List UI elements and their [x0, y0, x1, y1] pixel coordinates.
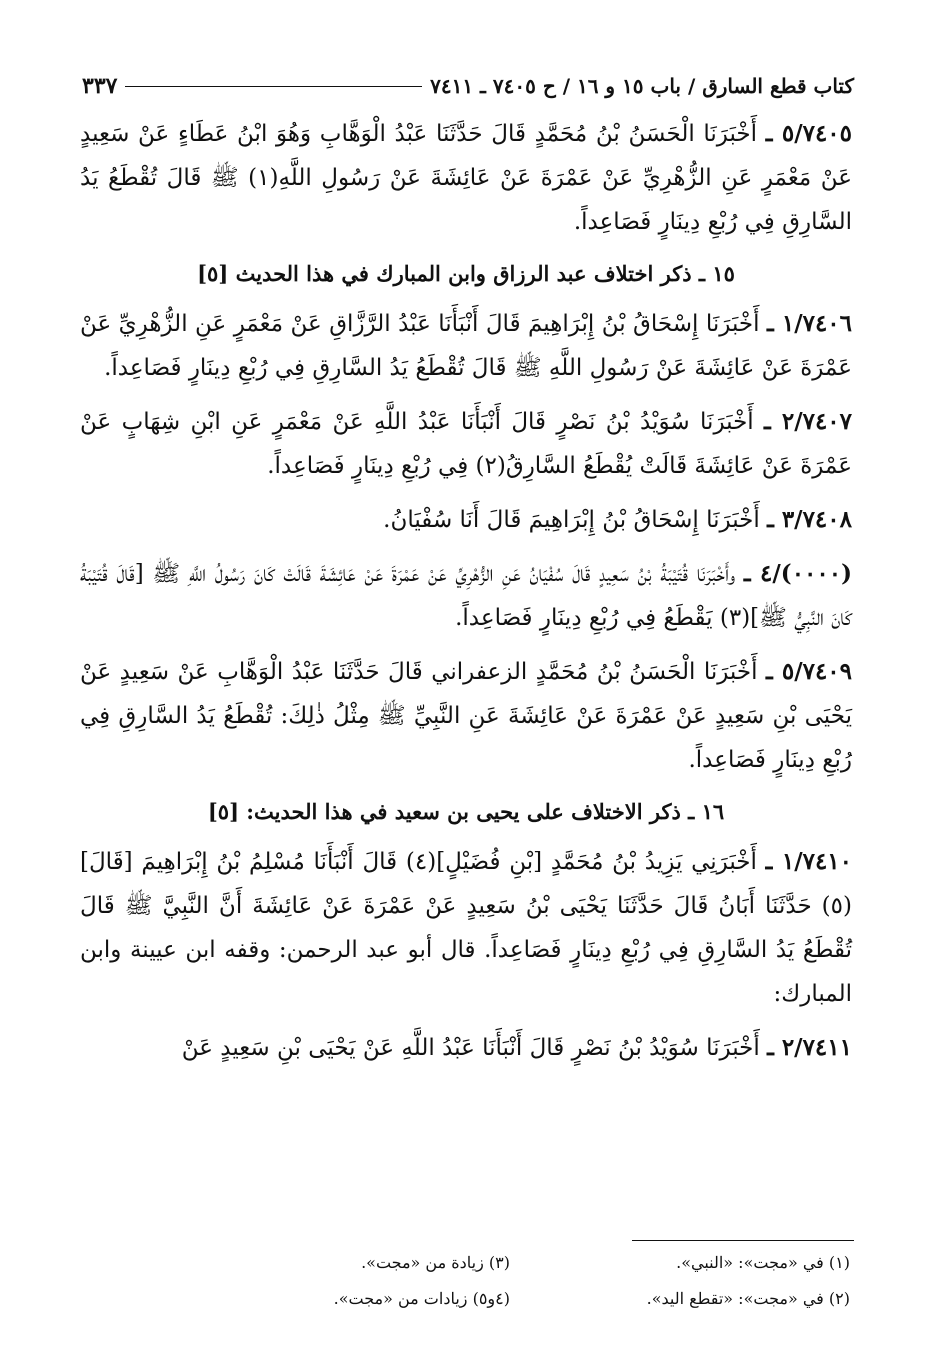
running-header — [82, 68, 854, 104]
footnote-2: (٢) في «مجت»: «تقطع اليد». — [646, 1289, 850, 1308]
hadith-7406 — [80, 302, 852, 390]
hadith-7409 — [80, 650, 852, 782]
hadith-number: ٢/٧٤٠٧ ـ — [764, 408, 853, 435]
hadith-number: ١/٧٤٠٦ ـ — [766, 310, 853, 337]
hadith-7407 — [80, 400, 852, 488]
hadith-number: (٠٠٠٠)/٤ ـ — [743, 560, 853, 587]
hadith-0000 — [80, 552, 852, 640]
hadith-text: أَخْبَرَنَا الْحَسَنُ بْنُ مُحَمَّدٍ قَالَ حَدَّثَنَا عَبْدُ الْوَهَّابِ وَهُوَ ابْنُ عَطَاءٍ عَنْ سَعِيدٍ عَنْ مَعْمَرٍ عَنِ الزُّهْرِيِّ عَنْ عَمْرَةَ عَنْ عَائِشَةَ عَنْ رَسُولِ اللَّهِ(١) ﷺ قَالَ تُقْطَعُ يَدُ السَّارِقِ فِي رُبْعِ دِينَارٍ فَصَاعِداً. — [80, 121, 852, 235]
hadith-text: أَخْبَرَنِي يَزِيدُ بْنُ مُحَمَّدٍ [بْنِ فُضَيْلٍ](٤) قَالَ أَنْبَأَنَا مُسْلِمُ بْنُ إِبْرَاهِيمَ [قَالَ](٥) حَدَّثَنَا أَبَانُ قَالَ حَدَّثَنَا يَحْيَى بْنُ سَعِيدٍ عَنْ عَمْرَةَ عَنْ عَائِشَةَ أَنَّ النَّبِيَّ ﷺ قَالَ تُقْطَعُ يَدُ السَّارِقِ فِي رُبْعِ دِينَارٍ فَصَاعِداً. قال أبو عبد الرحمن: وقفه ابن عيينة وابن المبارك: — [80, 849, 852, 1007]
hadith-text: أَخْبَرَنَا سُوَيْدُ بْنُ نَصْرٍ قَالَ أَنْبَأَنَا عَبْدُ اللَّهِ عَنْ مَعْمَرٍ عَنِ ابْنِ شِهَابٍ عَنْ عَمْرَةَ عَنْ عَائِشَةَ قَالَتْ يُقْطَعُ السَّارِقُ(٢) فِي رُبْعِ دِينَارٍ فَصَاعِداً. — [80, 409, 852, 479]
hadith-text: أَخْبَرَنَا الْحَسَنُ بْنُ مُحَمَّدٍ الزعفراني قَالَ حَدَّثَنَا عَبْدُ الْوَهَّابِ عَنْ سَعِيدٍ عَنْ يَحْيَى بْنِ سَعِيدٍ عَنْ عَمْرَةَ عَنْ عَائِشَةَ عَنِ النَّبِيِّ ﷺ مِثْلُ ذٰلِكَ: تُقْطَعُ يَدُ السَّارِقِ فِي رُبْعِ دِينَارٍ فَصَاعِداً. — [80, 659, 852, 773]
footnote-divider — [632, 1240, 854, 1241]
hadith-7408 — [80, 498, 852, 542]
footnote-1: (١) في «مجت»: «النبي». — [676, 1253, 850, 1272]
header-rule — [125, 86, 422, 87]
header-title: كتاب قطع السارق / باب ١٥ و ١٦ / ح ٧٤٠٥ ـ ٧٤١١ — [430, 74, 854, 98]
section-heading-16: ١٦ ـ ذكر الاختلاف على يحيى بن سعيد في هذا الحديث: [٥] — [207, 799, 725, 824]
hadith-number: ١/٧٤١٠ ـ — [765, 848, 853, 875]
hadith-number: ٥/٧٤٠٩ ـ — [765, 658, 853, 685]
hadith-number: ٢/٧٤١١ ـ — [767, 1034, 852, 1061]
footnote-4-5: (٤و٥) زيادات من «مجت». — [333, 1289, 510, 1308]
section-heading-15: ١٥ ـ ذكر اختلاف عبد الرزاق وابن المبارك في هذا الحديث [٥] — [197, 261, 735, 286]
footnote-3: (٣) زيادة من «مجت». — [361, 1253, 510, 1272]
hadith-text: أَخْبَرَنَا إِسْحَاقُ بْنُ إِبْرَاهِيمَ قَالَ أَنَا سُفْيَانُ. — [383, 507, 760, 533]
hadith-7411 — [80, 1026, 852, 1070]
hadith-text: وأَخْبَرَنَا قُتَيْبَةُ بْنُ سَعِيدٍ قَالَ سُفْيَانُ عَنِ الزُّهْرِيِّ عَنْ عَمْرَةَ عَنْ عَائِشَةَ قَالَتْ كَانَ رَسُولُ اللَّهِ ﷺ [قَالَ قُتَيْبَةُ كَانَ النَّبِيُّ ﷺ](٣) يَقْطَعُ فِي رُبْعِ دِينَارٍ فَصَاعِداً. — [80, 561, 852, 631]
hadith-number: ٥/٧٤٠٥ ـ — [765, 120, 853, 147]
hadith-7410 — [80, 840, 852, 1016]
hadith-text: أَخْبَرَنَا إِسْحَاقُ بْنُ إِبْرَاهِيمَ قَالَ أَنْبَأَنَا عَبْدُ الرَّزَّاقِ عَنْ مَعْمَرٍ عَنِ الزُّهْرِيِّ عَنْ عَمْرَةَ عَنْ عَائِشَةَ عَنْ رَسُولِ اللَّهِ ﷺ قَالَ تُقْطَعُ يَدُ السَّارِقِ فِي رُبْعِ دِينَارٍ فَصَاعِداً. — [80, 311, 852, 381]
hadith-7405 — [80, 112, 852, 244]
page-number: ٣٣٧ — [82, 73, 118, 99]
main-text — [80, 112, 852, 1080]
footnotes — [150, 1250, 850, 1320]
hadith-number: ٣/٧٤٠٨ ـ — [767, 506, 852, 533]
hadith-text: أَخْبَرَنَا سُوَيْدُ بْنُ نَصْرٍ قَالَ أَنْبَأَنَا عَبْدُ اللَّهِ عَنْ يَحْيَى بْنِ سَعِيدٍ عَنْ — [181, 1035, 760, 1061]
